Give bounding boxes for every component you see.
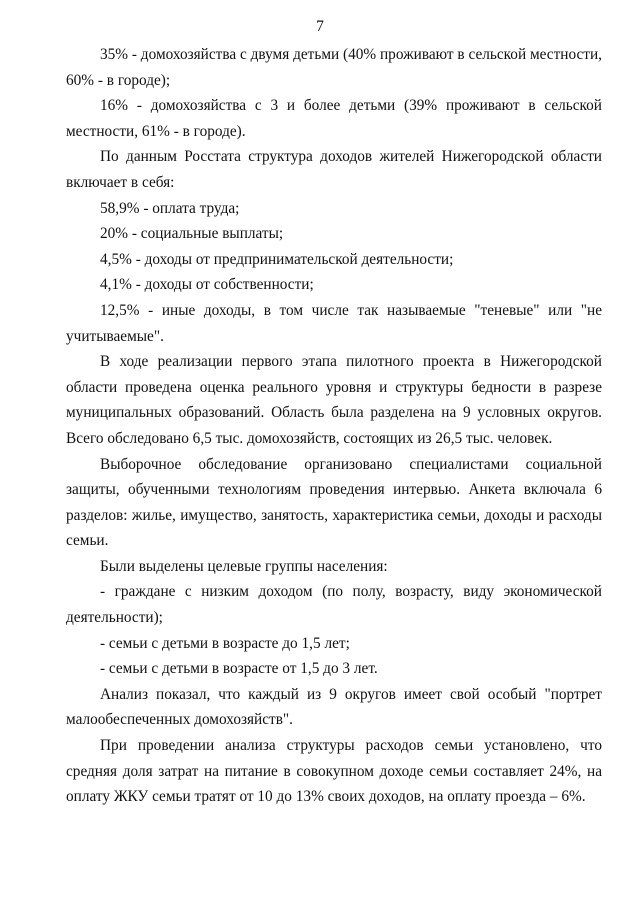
paragraph-two-children: 35% - домохозяйства с двумя детьми (40% проживают в сельской местности, 60% - в городе); — [66, 46, 602, 89]
list-item-wages: 58,9% - оплата труда; — [100, 199, 240, 217]
paragraph-target-groups: Были выделены целевые группы населения: — [100, 557, 388, 575]
paragraph-three-plus-children: 16% - домохозяйства с 3 и более детьми (39% проживают в сельской местности, 61% - в городе). — [66, 97, 602, 140]
list-item-business-income: 4,5% - доходы от предпринимательской деятельности; — [100, 250, 454, 268]
body-text — [66, 42, 602, 810]
list-item-children-under-1-5: - семьи с детьми в возрасте до 1,5 лет; — [100, 634, 350, 652]
list-item-other-income: 12,5% - иные доходы, в том числе так называемые "теневые" или "не учитываемые". — [66, 301, 602, 345]
paragraph-expenses: При проведении анализа структуры расходов семьи установлено, что средняя доля затрат на питание в совокупном доходе семьи составляет 24%, на оплату ЖКУ семьи тратят от 10 до 13% своих доходов, на оплату проезда – 6%. — [66, 737, 602, 806]
list-item-social-payments: 20% - социальные выплаты; — [100, 225, 284, 243]
paragraph-analysis: Анализ показал, что каждый из 9 округов имеет свой особый "портрет малообеспеченных домохозяйств". — [66, 685, 602, 729]
paragraph-pilot-project: В ходе реализации первого этапа пилотного проекта в Нижегородской области проведена оценка реального уровня и структуры бедности в разрезе муниципальных образований. Область была разделена на 9 условных округов. Всего обследовано 6,5 тыс. домохозяйств, состоящих из 26,5 тыс. человек. — [66, 353, 602, 447]
list-item-property-income: 4,1% - доходы от собственности; — [100, 276, 314, 294]
page-number: 7 — [316, 18, 324, 35]
list-item-low-income: - граждане с низким доходом (по полу, возрасту, виду экономической деятельности); — [66, 583, 602, 627]
list-item-children-1-5-to-3: - семьи с детьми в возрасте от 1,5 до 3 лет. — [100, 660, 378, 678]
paragraph-rosstat-intro: По данным Росстата структура доходов жителей Нижегородской области включает в себя: — [66, 148, 602, 191]
paragraph-survey: Выборочное обследование организовано специалистами социальной защиты, обученными технологиям проведения интервью. Анкета включала 6 разделов: жилье, имущество, занятость, характеристика семьи, доходы и расходы семьи. — [66, 455, 602, 550]
